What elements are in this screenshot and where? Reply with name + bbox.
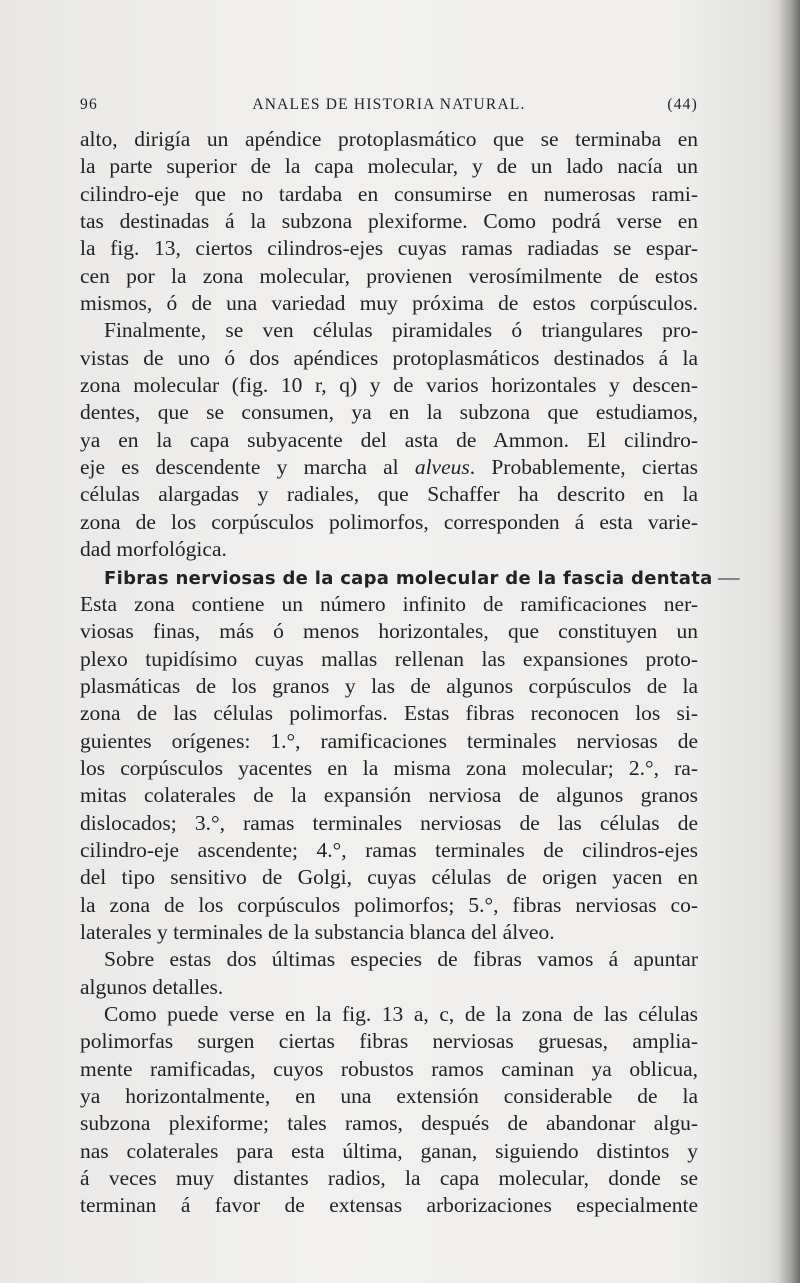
text-line — [80, 1028, 698, 1055]
italic-term: alveus — [414, 455, 470, 480]
line-text: la parte superior de la capa molecular, y de un lado nacía un — [80, 154, 698, 179]
text-line — [80, 372, 698, 399]
text-line — [80, 892, 698, 919]
line-text: la fig. 13, ciertos cilindros-ejes cuyas ramas radiadas se espar- — [80, 236, 698, 261]
line-text: guientes orígenes: 1.°, ramificaciones terminales nerviosas de — [80, 728, 698, 753]
text-line — [80, 1001, 698, 1028]
text-line — [80, 755, 698, 782]
line-text: dad morfológica. — [80, 537, 227, 562]
text-line — [80, 454, 698, 481]
line-text: laterales y terminales de la substancia blanca del álveo. — [80, 919, 555, 944]
text-line — [80, 481, 698, 508]
text-line — [80, 1056, 698, 1083]
text-line — [80, 810, 698, 837]
line-text: células alargadas y radiales, que Schaffer ha descrito en la — [80, 482, 698, 507]
line-text: del tipo sensitivo de Golgi, cuyas células de origen yacen en — [80, 865, 698, 890]
line-text: Esta zona contiene un número infinito de ramificaciones ner- — [80, 591, 698, 616]
text-line — [80, 1083, 698, 1110]
line-text: á veces muy distantes radios, la capa molecular, donde se — [80, 1166, 698, 1191]
line-text: plexo tupidísimo cuyas mallas rellenan las expansiones proto- — [80, 646, 698, 671]
line-text: mitas colaterales de la expansión nerviosa de algunos granos — [80, 783, 698, 808]
text-line — [80, 153, 698, 180]
text-line — [80, 864, 698, 891]
text-line — [80, 235, 698, 262]
page-number: 96 — [80, 96, 98, 113]
line-text: subzona plexiforme; tales ramos, después de abandonar algu- — [80, 1111, 698, 1136]
line-text: Sobre estas dos últimas especies de fibras vamos á apuntar — [104, 947, 698, 972]
line-text: vistas de uno ó dos apéndices protoplasmáticos destinados á la — [80, 345, 698, 370]
line-text: los corpúsculos yacentes en la misma zona molecular; 2.°, ra- — [80, 755, 698, 780]
line-text: mismos, ó de una variedad muy próxima de estos corpúsculos. — [80, 291, 698, 316]
line-text: la zona de los corpúsculos polimorfos; 5.°, fibras nerviosas co- — [80, 892, 698, 917]
line-text: tas destinadas á la subzona plexiforme. Como podrá verse en — [80, 209, 698, 234]
section-number: (44) — [667, 96, 698, 113]
text-line — [80, 1138, 698, 1165]
text-line — [80, 782, 698, 809]
line-text: . Probablemente, ciertas — [469, 455, 698, 480]
line-text: zona molecular (fig. 10 r, q) y de varios horizontales y descen- — [80, 373, 698, 398]
line-text: — — [712, 564, 740, 589]
line-text: mente ramificadas, cuyos robustos ramos caminan ya oblicua, — [80, 1056, 698, 1081]
line-text: plasmáticas de los granos y las de algunos corpúsculos de la — [80, 673, 698, 698]
running-title: ANALES DE HISTORIA NATURAL. — [252, 96, 526, 113]
text-line — [80, 509, 698, 536]
text-line — [80, 181, 698, 208]
section-heading: Fibras nerviosas de la capa molecular de la fascia dentata — [104, 567, 713, 589]
text-line — [80, 700, 698, 727]
text-line — [80, 728, 698, 755]
line-text: Como puede verse en la fig. 13 a, c, de la zona de las células — [104, 1002, 698, 1026]
text-line — [80, 591, 698, 618]
line-text: eje es descendente y marcha al — [80, 455, 415, 480]
line-text: ya horizontalmente, en una extensión considerable de la — [80, 1084, 698, 1109]
line-text: dentes, que se consumen, ya en la subzona que estudiamos, — [80, 400, 698, 425]
text-line — [80, 399, 698, 426]
text-line — [80, 946, 698, 973]
text-line — [80, 1165, 698, 1192]
line-text: algunos detalles. — [80, 974, 224, 999]
book-spine-shadow — [778, 0, 800, 1283]
line-text: ya en la capa subyacente del asta de Ammon. El cilindro- — [80, 427, 698, 452]
line-text: terminan á favor de extensas arborizaciones especialmente — [80, 1193, 698, 1218]
text-line — [80, 536, 698, 563]
text-line — [80, 290, 698, 317]
line-text: alto, dirigía un apéndice protoplasmático que se terminaba en — [80, 127, 698, 151]
line-text: cilindro-eje que no tardaba en consumirse en numerosas rami- — [80, 181, 698, 206]
text-line — [80, 837, 698, 864]
text-line — [80, 919, 698, 946]
text-line — [80, 345, 698, 372]
text-line — [80, 263, 698, 290]
line-text: cen por la zona molecular, provienen verosímilmente de estos — [80, 263, 698, 288]
line-text: cilindro-eje ascendente; 4.°, ramas terminales de cilindros-ejes — [80, 837, 698, 862]
line-text: Finalmente, se ven células piramidales ó triangulares pro- — [104, 318, 698, 343]
text-line — [80, 974, 698, 1001]
text-line — [80, 1192, 698, 1219]
line-text: viosas finas, más ó menos horizontales, que constituyen un — [80, 619, 698, 644]
text-line — [80, 1110, 698, 1137]
text-line — [80, 646, 698, 673]
line-text: zona de las células polimorfas. Estas fibras reconocen los si- — [80, 701, 698, 726]
text-line — [80, 673, 698, 700]
text-line — [80, 618, 698, 645]
text-line — [80, 208, 698, 235]
line-text: zona de los corpúsculos polimorfos, corresponden á esta varie- — [80, 509, 698, 534]
text-line — [80, 427, 698, 454]
text-line — [80, 564, 740, 591]
running-header — [80, 96, 698, 120]
body-text — [80, 126, 740, 1220]
line-text: dislocados; 3.°, ramas terminales nerviosas de las células de — [80, 810, 698, 835]
text-line — [80, 317, 698, 344]
text-line — [80, 126, 698, 153]
line-text: polimorfas surgen ciertas fibras nerviosas gruesas, amplia- — [80, 1029, 698, 1054]
line-text: nas colaterales para esta última, ganan, siguiendo distintos y — [80, 1138, 698, 1163]
